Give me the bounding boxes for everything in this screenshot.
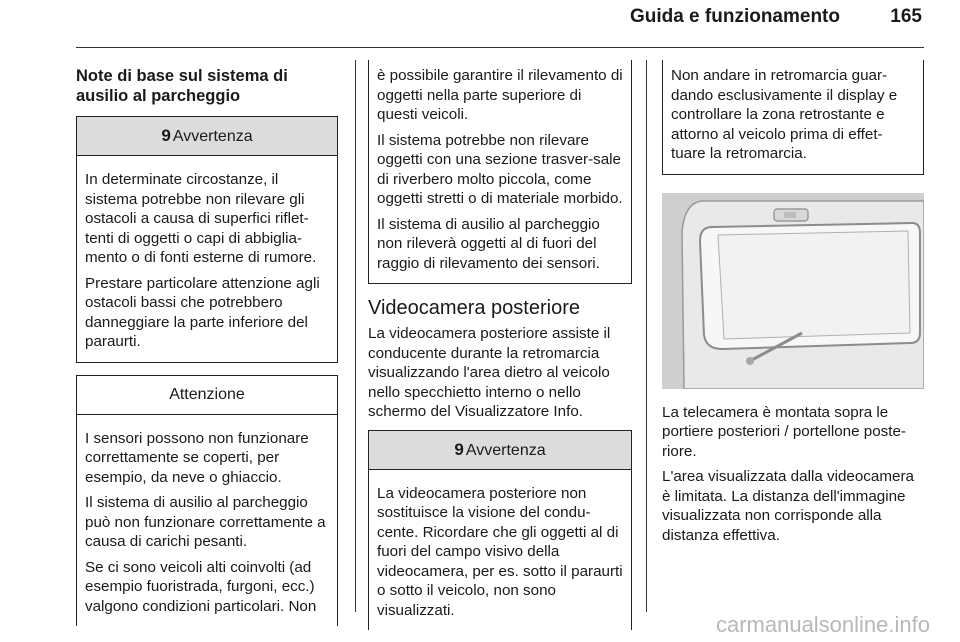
camera-area-text: L'area visualizzata dalla videocamera è limitata. La distanza dell'immagine visualizzata non corrisponde alla distanza effettiva. — [662, 468, 914, 544]
warning-box-title: Avvertenza — [172, 128, 253, 145]
caution-box-body — [77, 415, 337, 627]
header-rule — [76, 47, 924, 48]
column-divider-1 — [355, 60, 356, 612]
column-divider-2 — [646, 60, 647, 612]
warning-paragraph: Prestare particolare attenzione agli ostacoli bassi che potrebbero danneggiare la parte inferiore del paraurti. — [85, 274, 320, 350]
page-header-title: Guida e funzionamento — [629, 6, 840, 27]
section-heading-rear-camera: Videocamera posteriore — [368, 297, 580, 319]
page-number: 165 — [890, 6, 922, 27]
warning-box-camera — [368, 430, 632, 631]
caution-box-header — [77, 376, 337, 415]
caution-paragraph: Il sistema di ausilio al parcheggio può non funzionare correttamente a causa di carichi pesanti. — [85, 494, 326, 550]
warning-box-header — [369, 431, 631, 470]
warning-box-body — [369, 470, 631, 631]
warning-continued-body — [663, 60, 923, 174]
warning-box-body — [77, 156, 337, 362]
warning-paragraph: La videocamera posteriore non sostituisce la visione del condu-cente. Ricordare che gli oggetti al di fuori del campo visivo della videocamera, per es. sotto il paraurti o sotto il veicolo, non sono visualizzati. — [377, 484, 623, 619]
warning-box-parking — [76, 116, 338, 363]
section-title: Note di base sul sistema di ausilio al parcheggio — [76, 67, 288, 105]
warning-icon: 9 — [454, 439, 464, 459]
warning-box-continued — [662, 60, 924, 175]
warning-paragraph: In determinate circostanze, il sistema potrebbe non rilevare gli ostacoli a causa di superfici riflet-tenti di oggetti o capi di abbiglia-mento o di fonti esterne di rumore. — [85, 171, 317, 266]
caution-paragraph: è possibile garantire il rilevamento di oggetti nella parte superiore di questi veicoli. — [377, 67, 623, 123]
warning-paragraph: Non andare in retromarcia guar-dando esclusivamente il display e controllare la zona retrostante e attorno al veicolo prima di effet-tuare la retromarcia. — [671, 67, 898, 162]
caution-continued-body — [369, 60, 631, 283]
rear-door-camera-figure — [662, 193, 924, 389]
rear-camera-intro: La videocamera posteriore assiste il conducente durante la retromarcia visualizzando l'area dietro al veicolo nello specchietto interno o nello schermo del Visualizzatore Info. — [368, 325, 611, 420]
caution-paragraph: Il sistema potrebbe non rilevare oggetti con una sezione trasver-sale di riverbero molto piccola, come oggetti stretti o di materiale morbido. — [377, 131, 623, 207]
column-2 — [368, 66, 632, 630]
caution-paragraph: Il sistema di ausilio al parcheggio non rileverà oggetti al di fuori del raggio di rilevamento dei sensori. — [377, 215, 600, 272]
camera-mount-text: La telecamera è montata sopra le portiere posteriori / portellone poste-riore. — [662, 403, 906, 460]
rear-door-illustration — [662, 193, 924, 389]
caution-box-title: Attenzione — [169, 385, 245, 403]
caution-box-sensors — [76, 375, 338, 627]
column-3 — [662, 66, 924, 551]
caution-paragraph: Se ci sono veicoli alti coinvolti (ad esempio fuoristrada, furgoni, ecc.) valgono condizioni particolari. Non — [85, 558, 317, 615]
column-1 — [76, 60, 338, 626]
caution-box-continued — [368, 60, 632, 284]
warning-box-title: Avvertenza — [465, 441, 546, 459]
caution-paragraph: I sensori possono non funzionare correttamente se coperti, per esempio, da neve o ghiaccio. — [85, 429, 309, 486]
warning-icon: 9 — [161, 126, 171, 145]
watermark: carmanualsonline.info — [715, 612, 930, 637]
warning-box-header — [77, 117, 337, 156]
